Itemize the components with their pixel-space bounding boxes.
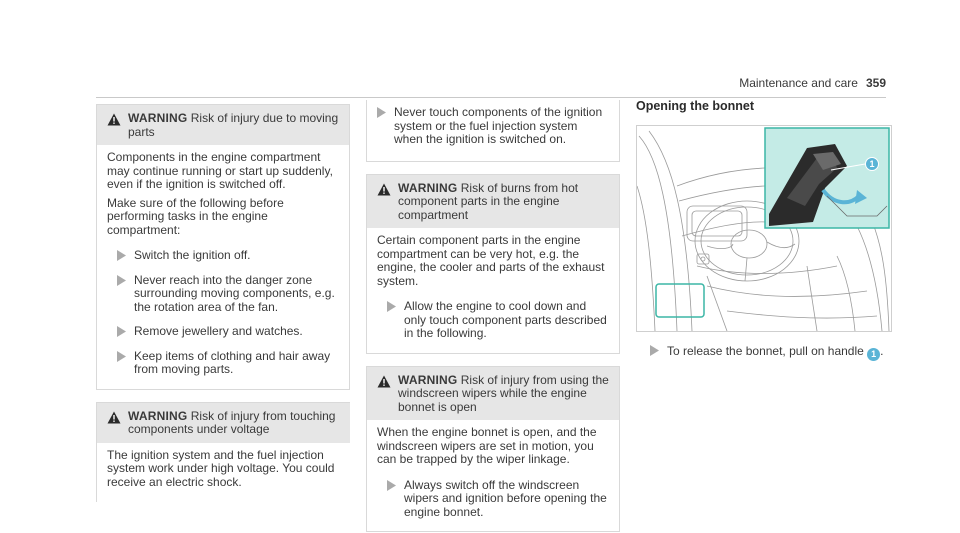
warning-paragraph: When the engine bonnet is open, and the windscreen wipers are set in motion, you can be trapped by the wiper linkage. [377,425,597,466]
warning-title: Risk of injury from touching components under voltage [128,408,336,436]
bullet-item [377,293,609,345]
warning-header [367,175,619,229]
warning-header [367,367,619,421]
bullet-text: Switch the ignition off. [134,248,251,262]
warning-label: WARNING [398,372,458,387]
step-text-after: . [880,343,884,358]
arrow-right-icon [650,345,659,356]
warning-label: WARNING [128,408,188,423]
bullet-item [107,318,339,343]
page-number: 359 [865,76,886,90]
warning-icon [377,375,391,388]
warning-body [367,420,619,531]
warning-box-wipers [366,366,620,533]
page-header [739,76,886,90]
warning-label: WARNING [128,111,188,125]
warning-header [97,105,349,145]
warning-title: Risk of injury from using the windscreen wipers while the engine bonnet is open [398,372,609,414]
bullet-item [377,472,609,524]
warning-label: WARNING [398,180,458,195]
warning-title: Risk of injury due to moving parts [128,111,339,139]
callout-badge: 1 [865,157,879,171]
bullet-text: Keep items of clothing and hair away from moving parts. [134,348,331,376]
bullet-text: Never touch components of the ignition system or the fuel injection system when the ignition is switched on. [394,105,603,146]
bullet-text: Remove jewellery and watches. [134,324,303,338]
warning-paragraph: Components in the engine compartment may continue running or start up suddenly, even if the ignition is switched off. [107,150,333,191]
column-1 [96,104,350,502]
step-text-before: To release the bonnet, pull on handle [667,343,864,358]
arrow-right-icon [387,301,396,312]
arrow-right-icon [387,480,396,491]
warning-body [97,145,349,389]
step-text [667,344,884,361]
column-3 [636,100,892,361]
warning-box-burns [366,174,620,354]
car-interior-illustration [637,126,891,331]
warning-title: Risk of burns from hot component parts in the engine compartment [398,180,579,222]
instruction-step [636,344,892,361]
handle-location-highlight [656,284,704,317]
header-divider [96,97,886,98]
warning-box-moving-parts [96,104,350,390]
warning-paragraph: Make sure of the following before performing tasks in the engine compartment: [107,195,284,237]
warning-body [367,228,619,353]
warning-paragraph: The ignition system and the fuel injection system work under high voltage. You could receive an electric shock. [107,447,335,489]
warning-icon [107,113,121,126]
step-number-badge: 1 [867,348,880,361]
arrow-right-icon [117,351,126,362]
warning-continuation [366,100,620,162]
arrow-right-icon [117,326,126,337]
bonnet-release-figure [636,125,892,332]
bullet-item [367,106,609,151]
warning-header [97,403,350,443]
arrow-right-icon [117,275,126,286]
bullet-item [107,242,339,267]
bullet-item [107,343,339,381]
arrow-right-icon [377,107,386,118]
bullet-text: Never reach into the danger zone surrounding moving components, e.g. the rotation area of the fan. [134,272,335,314]
warning-icon [377,183,391,196]
bullet-text: Allow the engine to cool down and only touch component parts described in the following. [404,299,607,340]
warning-body [97,443,350,503]
column-2 [366,100,620,532]
warning-paragraph: Certain component parts in the engine compartment can be very hot, e.g. the engine, the cooler and parts of the exhaust system. [377,233,605,288]
section-title: Opening the bonnet [636,99,755,113]
section-name: Maintenance and care [739,76,858,90]
arrow-right-icon [117,250,126,261]
bullet-item [107,267,339,319]
bullet-text: Always switch off the windscreen wipers and ignition before opening the engine bonnet. [404,477,607,519]
warning-box-voltage [96,402,350,503]
warning-icon [107,411,121,424]
